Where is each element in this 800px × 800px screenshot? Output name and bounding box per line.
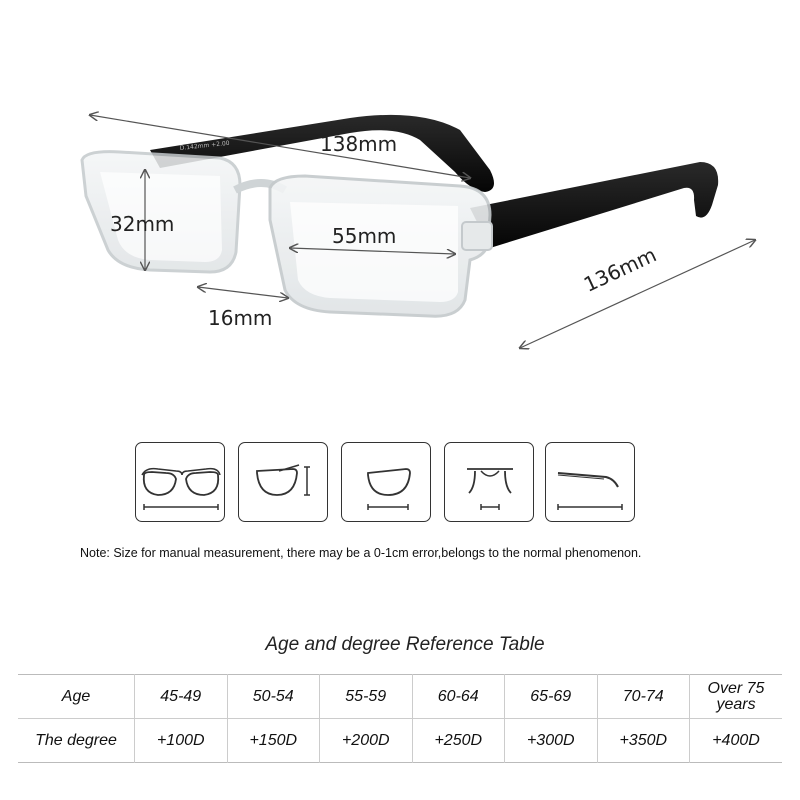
total-width-icon [135, 442, 225, 522]
age-cell: 55-59 [320, 675, 413, 719]
lens-height-icon [238, 442, 328, 522]
lens-width-label: 55mm [332, 224, 397, 248]
age-cell: 65-69 [505, 675, 598, 719]
lens-height-label: 32mm [110, 212, 175, 236]
bridge-width-label: 16mm [208, 306, 273, 330]
degree-cell: +100D [135, 719, 228, 763]
temple-length-icon [545, 442, 635, 522]
frame-print: D.142mm +2.00 [179, 139, 230, 152]
bridge-width-line [198, 287, 288, 298]
measurement-note: Note: Size for manual measurement, there may be a 0-1cm error,belongs to the normal phenomenon. [80, 546, 642, 560]
age-row [18, 675, 782, 719]
total-length-label: 138mm [320, 132, 398, 156]
temple-length-label: 136mm [580, 242, 661, 297]
lens-width-icon [341, 442, 431, 522]
degree-cell: +400D [690, 719, 783, 763]
age-cell: 50-54 [227, 675, 320, 719]
degree-cell: +300D [505, 719, 598, 763]
measurement-icons [0, 442, 800, 526]
age-cell: Over 75 years [690, 675, 783, 719]
front-temple [470, 162, 718, 248]
degree-cell: +150D [227, 719, 320, 763]
bridge-width-icon [444, 442, 534, 522]
table-title: Age and degree Reference Table [265, 634, 545, 655]
row-label-age: Age [18, 675, 135, 719]
age-cell: 60-64 [412, 675, 505, 719]
row-label-degree: The degree [35, 731, 117, 749]
degree-cell: +250D [412, 719, 505, 763]
degree-cell: +350D [597, 719, 690, 763]
age-cell: 45-49 [135, 675, 228, 719]
reference-table [18, 674, 782, 763]
age-cell: 70-74 [597, 675, 690, 719]
degree-row [18, 719, 782, 763]
degree-cell: +200D [320, 719, 413, 763]
